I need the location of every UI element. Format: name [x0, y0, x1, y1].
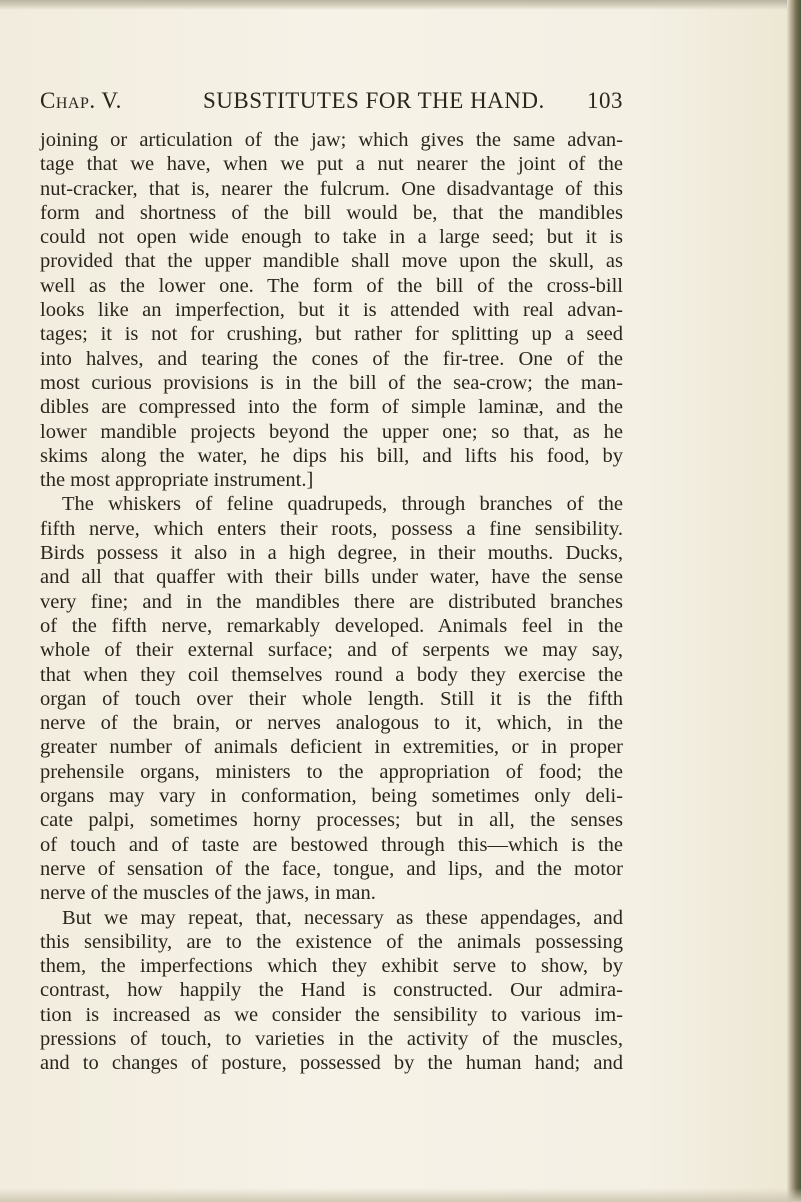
text-line: into halves, and tearing the cones of the fir-tree. One of the: [40, 347, 623, 370]
text-line: cate palpi, sometimes horny processes; but in all, the senses: [40, 809, 623, 832]
text-line: greater number of animals deficient in extremities, or in proper: [40, 736, 623, 759]
text-line: fifth nerve, which enters their roots, possess a fine sensibility.: [40, 517, 623, 540]
text-line: nerve of the muscles of the jaws, in man.: [40, 882, 376, 905]
text-line: tage that we have, when we put a nut nearer the joint of the: [40, 153, 623, 176]
page-top-edge: [0, 0, 801, 10]
text-line: pressions of touch, to varieties in the activity of the muscles,: [40, 1027, 623, 1050]
text-line: Birds possess it also in a high degree, in their mouths. Ducks,: [40, 542, 623, 565]
text-line: could not open wide enough to take in a large seed; but it is: [40, 226, 623, 249]
text-line: joining or articulation of the jaw; which gives the same advan-: [40, 129, 623, 151]
text-line: of the fifth nerve, remarkably developed. Animals feel in the: [40, 614, 623, 637]
text-line: skims along the water, he dips his bill, and lifts his food, by: [40, 444, 623, 467]
text-line: nerve of the brain, or nerves analogous to it, which, in the: [40, 712, 623, 735]
text-line: whole of their external surface; and of serpents we may say,: [40, 639, 623, 662]
text-line: The whiskers of feline quadrupeds, through branches of the: [62, 493, 623, 516]
text-line: them, the imperfections which they exhibit serve to show, by: [40, 955, 623, 978]
text-line: contrast, how happily the Hand is constructed. Our admira-: [40, 979, 623, 1002]
text-line: nut-cracker, that is, nearer the fulcrum. One disadvantage of this: [40, 177, 623, 200]
text-line: form and shortness of the bill would be, that the mandibles: [40, 201, 623, 224]
text-line: well as the lower one. The form of the bill of the cross-bill: [40, 274, 623, 297]
text-line: But we may repeat, that, necessary as these appendages, and: [62, 906, 623, 929]
text-line: and to changes of posture, possessed by the human hand; and: [40, 1052, 623, 1075]
page-bottom-edge: [0, 1188, 801, 1202]
text-line: dibles are compressed into the form of simple laminæ, and the: [40, 396, 623, 419]
chapter-label: Chap. V.: [40, 88, 122, 113]
text-line: most curious provisions is in the bill of the sea-crow; the man-: [40, 371, 623, 394]
text-line: this sensibility, are to the existence of the animals possessing: [40, 930, 623, 953]
text-line: the most appropriate instrument.]: [40, 469, 314, 492]
running-header: [40, 88, 623, 118]
text-line: organs may vary in conformation, being sometimes only deli-: [40, 785, 623, 808]
text-line: tages; it is not for crushing, but rather for splitting up a seed: [40, 323, 623, 346]
text-line: of touch and of taste are bestowed through this—which is the: [40, 833, 623, 856]
running-title: SUBSTITUTES FOR THE HAND.: [203, 88, 545, 113]
text-line: lower mandible projects beyond the upper one; so that, as he: [40, 420, 623, 443]
text-line: and all that quaffer with their bills under water, have the sense: [40, 566, 623, 589]
text-line: tion is increased as we consider the sensibility to various im-: [40, 1003, 623, 1026]
text-line: that when they coil themselves round a body they exercise the: [40, 663, 623, 686]
text-line: nerve of sensation of the face, tongue, and lips, and the motor: [40, 857, 623, 880]
page-number: 103: [587, 88, 623, 113]
text-line: looks like an imperfection, but it is attended with real advan-: [40, 299, 623, 322]
text-line: very fine; and in the mandibles there are distributed branches: [40, 590, 623, 613]
text-line: prehensile organs, ministers to the appropriation of food; the: [40, 760, 623, 783]
page-binding-edge: [787, 0, 801, 1202]
text-line: organ of touch over their whole length. Still it is the fifth: [40, 687, 623, 710]
body-text: [40, 128, 623, 1076]
text-line: provided that the upper mandible shall move upon the skull, as: [40, 250, 623, 273]
